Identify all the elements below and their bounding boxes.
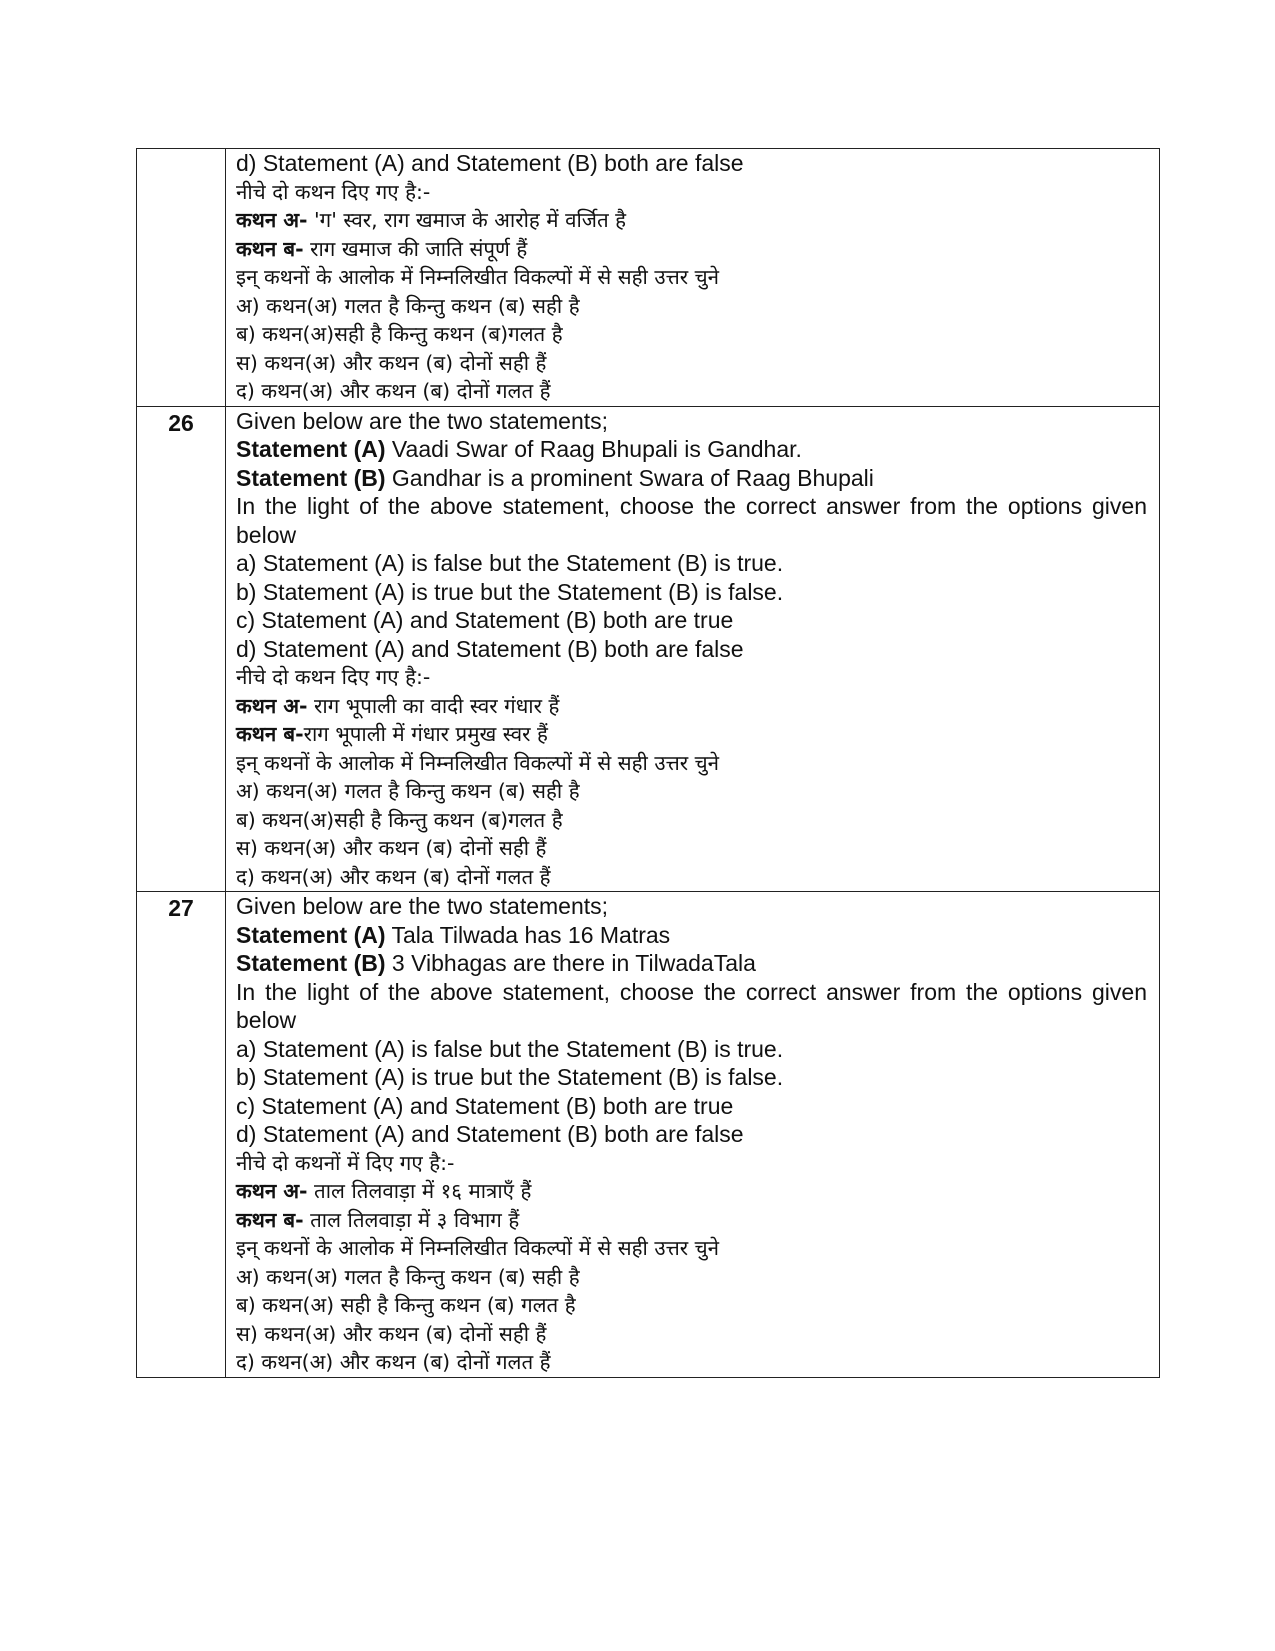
line-text: ब) कथन(अ)सही है किन्तु कथन (ब)गलत है xyxy=(236,322,563,346)
line-text: स) कथन(अ) और कथन (ब) दोनों सही हैं xyxy=(236,836,547,860)
line-text: Given below are the two statements; xyxy=(236,893,609,919)
line-text: नीचे दो कथन दिए गए है:- xyxy=(236,665,431,689)
question-row xyxy=(137,892,1160,1378)
line-text: ताल तिलवाड़ा में ३ विभाग हैं xyxy=(303,1207,520,1232)
statement-label: कथन अ- xyxy=(236,1179,308,1203)
hindi-line xyxy=(236,777,1147,806)
hindi-line xyxy=(236,1263,1147,1292)
statement-label: Statement (B) xyxy=(236,464,386,491)
line-text: Vaadi Swar of Raag Bhupali is Gandhar. xyxy=(385,436,802,462)
line-text: 3 Vibhagas are there in TilwadaTala xyxy=(385,950,756,976)
hindi-line xyxy=(236,1177,1147,1206)
line-text: इन् कथनों के आलोक में निम्नलिखीत विकल्पों में से सही उत्तर चुने xyxy=(236,1236,720,1260)
hindi-line xyxy=(236,1291,1147,1320)
line-text: द) कथन(अ) और कथन (ब) दोनों गलत हैं xyxy=(236,379,551,403)
hindi-line xyxy=(236,834,1147,863)
english-line xyxy=(236,549,1147,578)
line-text: इन् कथनों के आलोक में निम्नलिखीत विकल्पों में से सही उत्तर चुने xyxy=(236,265,720,289)
hindi-line xyxy=(236,235,1147,264)
hindi-line xyxy=(236,1149,1147,1178)
line-text: d) Statement (A) and Statement (B) both are false xyxy=(236,635,744,662)
line-text: राग भूपाली में गंधार प्रमुख स्वर हैं xyxy=(303,722,548,746)
english-line xyxy=(236,892,1147,921)
line-text: ब) कथन(अ) सही है किन्तु कथन (ब) गलत है xyxy=(236,1293,576,1317)
line-text: राग भूपाली का वादी स्वर गंधार हैं xyxy=(307,693,560,718)
line-text: b) Statement (A) is true but the Statement (B) is false. xyxy=(236,1064,784,1090)
line-text: c) Statement (A) and Statement (B) both are true xyxy=(236,607,734,633)
line-text: अ) कथन(अ) गलत है किन्तु कथन (ब) सही है xyxy=(236,1264,580,1289)
english-line xyxy=(236,1035,1147,1064)
hindi-line xyxy=(236,1206,1147,1235)
statement-label: कथन अ- xyxy=(236,208,308,232)
line-text: स) कथन(अ) और कथन (ब) दोनों सही हैं xyxy=(236,1321,547,1346)
hindi-line xyxy=(236,692,1147,721)
line-text: In the light of the above statement, choose the correct answer from the options given below xyxy=(236,978,1147,1033)
english-line xyxy=(236,949,1147,978)
hindi-line xyxy=(236,349,1147,378)
question-body xyxy=(226,406,1160,892)
english-line xyxy=(236,464,1147,493)
line-text: नीचे दो कथन दिए गए है:- xyxy=(236,179,431,204)
line-text: b) Statement (A) is true but the Statement (B) is false. xyxy=(236,578,784,605)
line-text: Given below are the two statements; xyxy=(236,407,609,434)
hindi-line xyxy=(236,663,1147,692)
hindi-line xyxy=(236,320,1147,349)
line-text: ताल तिलवाड़ा में १६ मात्राएँ हैं xyxy=(307,1179,532,1203)
english-line xyxy=(236,1092,1147,1121)
english-line xyxy=(236,921,1147,950)
statement-label: कथन अ- xyxy=(236,693,308,718)
question-number: 26 xyxy=(137,406,226,892)
hindi-line xyxy=(236,863,1147,892)
line-text: इन् कथनों के आलोक में निम्नलिखीत विकल्पों में से सही उत्तर चुने xyxy=(236,750,720,775)
hindi-line xyxy=(236,377,1147,406)
statement-label: कथन ब- xyxy=(236,236,304,261)
hindi-line xyxy=(236,1320,1147,1349)
hindi-line xyxy=(236,749,1147,778)
english-line xyxy=(236,635,1147,664)
hindi-line xyxy=(236,206,1147,235)
line-text: d) Statement (A) and Statement (B) both are false xyxy=(236,150,744,176)
hindi-line xyxy=(236,1348,1147,1377)
question-table-body xyxy=(137,149,1160,1378)
hindi-line xyxy=(236,292,1147,321)
hindi-line xyxy=(236,178,1147,207)
english-line xyxy=(236,1063,1147,1092)
statement-label: Statement (A) xyxy=(236,921,386,948)
english-line xyxy=(236,435,1147,464)
statement-label: कथन ब- xyxy=(236,1207,304,1232)
line-text: d) Statement (A) and Statement (B) both are false xyxy=(236,1121,744,1147)
english-line xyxy=(236,407,1147,436)
line-text: द) कथन(अ) और कथन (ब) दोनों गलत हैं xyxy=(236,864,551,889)
hindi-line xyxy=(236,1234,1147,1263)
question-body xyxy=(226,892,1160,1378)
question-number: 27 xyxy=(137,892,226,1378)
english-line xyxy=(236,492,1147,549)
line-text: 'ग' स्वर, राग खमाज के आरोह में वर्जित है xyxy=(307,208,627,232)
line-text: a) Statement (A) is false but the Statement (B) is true. xyxy=(236,1035,784,1062)
line-text: राग खमाज की जाति संपूर्ण हैं xyxy=(303,236,528,261)
line-text: द) कथन(अ) और कथन (ब) दोनों गलत हैं xyxy=(236,1350,551,1374)
english-line xyxy=(236,578,1147,607)
english-line xyxy=(236,149,1147,178)
line-text: नीचे दो कथनों में दिए गए है:- xyxy=(236,1150,455,1175)
statement-label: Statement (A) xyxy=(236,436,386,462)
line-text: अ) कथन(अ) गलत है किन्तु कथन (ब) सही है xyxy=(236,293,580,318)
english-line xyxy=(236,606,1147,635)
hindi-line xyxy=(236,263,1147,292)
hindi-line xyxy=(236,806,1147,835)
line-text: c) Statement (A) and Statement (B) both are true xyxy=(236,1092,734,1119)
line-text: स) कथन(अ) और कथन (ब) दोनों सही हैं xyxy=(236,350,547,375)
question-row xyxy=(137,149,1160,407)
question-row xyxy=(137,406,1160,892)
question-number xyxy=(137,149,226,407)
line-text: अ) कथन(अ) गलत है किन्तु कथन (ब) सही है xyxy=(236,779,580,803)
question-body xyxy=(226,149,1160,407)
english-line xyxy=(236,1120,1147,1149)
line-text: a) Statement (A) is false but the Statement (B) is true. xyxy=(236,550,784,576)
hindi-line xyxy=(236,720,1147,749)
statement-label: Statement (B) xyxy=(236,950,386,976)
line-text: Tala Tilwada has 16 Matras xyxy=(385,921,671,948)
question-table xyxy=(136,148,1160,1378)
line-text: In the light of the above statement, choose the correct answer from the options given below xyxy=(236,493,1147,548)
line-text: Gandhar is a prominent Swara of Raag Bhupali xyxy=(385,464,874,491)
statement-label: कथन ब- xyxy=(236,722,304,746)
english-line xyxy=(236,978,1147,1035)
line-text: ब) कथन(अ)सही है किन्तु कथन (ब)गलत है xyxy=(236,807,563,832)
